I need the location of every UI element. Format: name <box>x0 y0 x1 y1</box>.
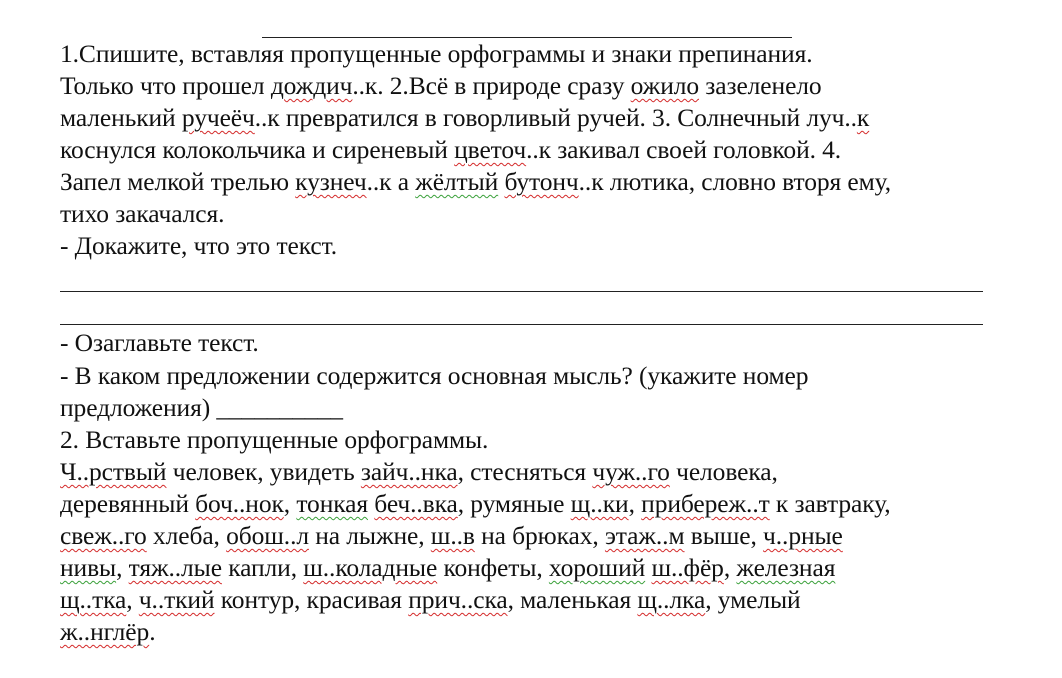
text-run: , <box>116 553 129 582</box>
misspelled-word: обош..л <box>226 521 309 550</box>
text-run: Запел мелкой трелью <box>60 167 296 196</box>
task2-heading <box>60 424 488 456</box>
question-prove-text <box>60 230 337 262</box>
grammar-flag-word: хороший <box>548 553 646 582</box>
misspelled-word: ч..рные <box>763 521 843 550</box>
text-run: , умелый <box>705 585 801 614</box>
misspelled-word: зайч..нка <box>360 457 458 486</box>
misspelled-word: ожило <box>630 71 700 100</box>
text-run: . <box>149 617 156 646</box>
text-run: , маленькая <box>507 585 638 614</box>
grammar-flag-word: железная <box>736 553 836 582</box>
text-run: ..к. 2.Всё в природе сразу <box>352 71 631 100</box>
misspelled-word: кузнеч <box>295 167 367 196</box>
text-run: - В каком предложении содержится основная мысль? (укажите номер <box>60 361 809 390</box>
misspelled-word: к <box>856 103 870 132</box>
task2-text-line-3 <box>60 520 843 552</box>
text-run: конфеты, <box>437 553 549 582</box>
text-run: на брюках, <box>474 521 605 550</box>
text-run: хлеба, <box>146 521 227 550</box>
text-run: коснулся колокольчика и сиреневый <box>60 135 455 164</box>
question-main-idea-cont <box>60 392 343 424</box>
text-run: ..к закивал своей головкой. 4. <box>526 135 842 164</box>
misspelled-word: тяж..лые <box>128 553 222 582</box>
misspelled-word: цветоч <box>454 135 527 164</box>
misspelled-word: Ч..рствый <box>60 457 167 486</box>
misspelled-word: беч..вка <box>374 489 458 518</box>
text-run: предложения) __________ <box>60 393 343 422</box>
text-run: ..к лютика, словно вторя ему, <box>578 167 892 196</box>
text-run: человека, <box>669 457 778 486</box>
misspelled-word: ч..ткий <box>138 585 215 614</box>
misspelled-word: ш..в <box>430 521 475 550</box>
misspelled-word: прич..ска <box>408 585 508 614</box>
misspelled-word: ручеёч <box>181 103 255 132</box>
answer-line-2 <box>60 324 983 325</box>
text-run: - Докажите, что это текст. <box>60 231 337 260</box>
text-run: - Озаглавьте текст. <box>60 328 259 357</box>
text-run: контур, красивая <box>214 585 409 614</box>
task1-text-line-2 <box>60 102 869 134</box>
task1-text-line-3 <box>60 134 841 166</box>
task1-text-line-4 <box>60 166 891 198</box>
task2-text-line-6 <box>60 616 155 648</box>
text-run: , <box>628 489 642 518</box>
misspelled-word: ж..нглёр <box>60 617 150 646</box>
misspelled-word: бутонч <box>504 167 579 196</box>
grammar-flag-word: нивы <box>60 553 117 582</box>
text-run: ..к а <box>366 167 416 196</box>
text-run: деревянный <box>60 489 196 518</box>
answer-line-1 <box>60 291 983 292</box>
text-run: 2. Вставьте пропущенные орфограммы. <box>60 425 489 454</box>
text-run: Только что прошел <box>60 71 271 100</box>
grammar-flag-word: жёлтый <box>415 167 499 196</box>
text-run: капли, <box>221 553 304 582</box>
misspelled-word: ш..коладные <box>303 553 438 582</box>
text-run: , румяные <box>457 489 571 518</box>
task2-text-line-5 <box>60 584 801 616</box>
question-title-text <box>60 327 259 359</box>
text-run: к завтраку, <box>769 489 891 518</box>
misspelled-word: щ..тка <box>60 585 127 614</box>
question-main-idea <box>60 360 808 392</box>
text-run: человек, увидеть <box>166 457 361 486</box>
task1-text-line-1 <box>60 70 822 102</box>
grammar-flag-word: тонкая <box>296 489 368 518</box>
text-run: на лыжне, <box>308 521 431 550</box>
misspelled-word: этаж..м <box>604 521 685 550</box>
misspelled-word: боч..нок <box>195 489 284 518</box>
misspelled-word: ш..фёр <box>651 553 724 582</box>
task2-text-line-2 <box>60 488 891 520</box>
task1-text-line-5 <box>60 198 224 230</box>
text-run: зазеленело <box>699 71 822 100</box>
text-run: , <box>723 553 737 582</box>
misspelled-word: чуж..го <box>592 457 670 486</box>
task2-text-line-4 <box>60 552 835 584</box>
text-run: , <box>283 489 297 518</box>
misspelled-word: щ..ки <box>570 489 629 518</box>
misspelled-word: прибереж..т <box>641 489 770 518</box>
text-run: , стесняться <box>457 457 593 486</box>
misspelled-word: дождич <box>270 71 353 100</box>
misspelled-word: свеж..го <box>60 521 147 550</box>
text-run: маленький <box>60 103 182 132</box>
text-run: 1.Спишите, вставляя пропущенные орфограммы и знаки препинания. <box>60 39 813 68</box>
misspelled-word: щ..лка <box>637 585 706 614</box>
text-run: выше, <box>684 521 764 550</box>
task2-text-line-1 <box>60 456 778 488</box>
task1-heading <box>60 38 813 70</box>
text-run: ..к превратился в говорливый ручей. 3. Солнечный луч.. <box>254 103 857 132</box>
text-run: тихо закачался. <box>60 199 225 228</box>
text-run: , <box>126 585 139 614</box>
